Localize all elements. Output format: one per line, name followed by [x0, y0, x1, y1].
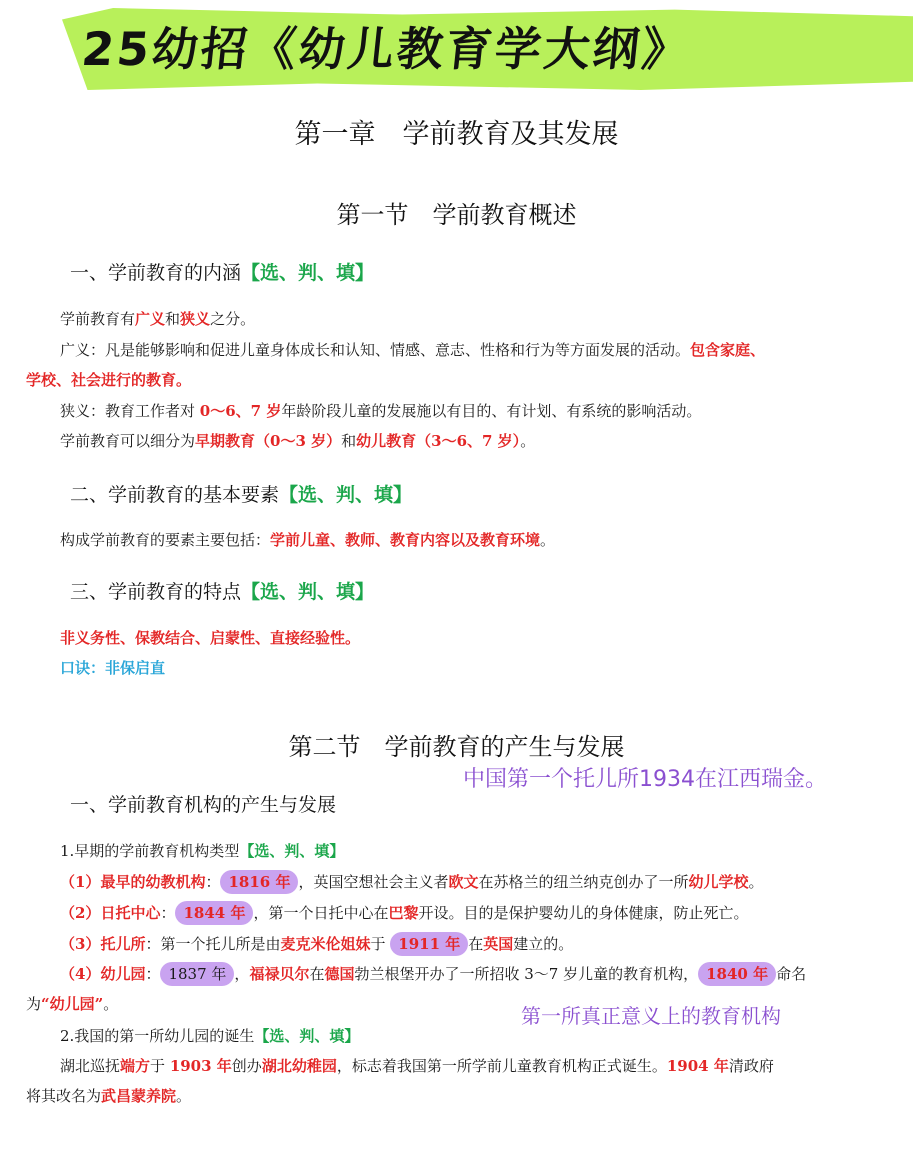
key-term: 0～6、7 岁 [199, 402, 282, 420]
section1-title: 第一节 学前教育概述 [336, 201, 577, 229]
text: ：第一个托儿所是由 [145, 935, 281, 953]
text: 建立的。 [513, 935, 574, 953]
key-term: 幼儿学校 [688, 873, 749, 891]
text: （1） [60, 873, 101, 891]
heading-institutions: 一、学前教育机构的产生与发展 [70, 794, 337, 816]
text: 于 [150, 1057, 170, 1075]
highlighted-year: 1911 年 [390, 932, 468, 956]
text: 在苏格兰的纽兰纳克创办了一所 [478, 873, 689, 891]
key-term: 巴黎 [388, 904, 419, 922]
text: 在 [468, 935, 484, 953]
text: 在 [309, 965, 325, 983]
handwritten-note-nursery: 中国第一个托儿所1934在江西瑞金。 [463, 767, 827, 792]
text: 命名 [776, 965, 807, 983]
text: 2.我国的第一所幼儿园的诞生 [60, 1027, 255, 1045]
heading-elements [70, 480, 412, 507]
key-term: 德国 [324, 965, 355, 983]
text: 1.早期的学前教育机构类型 [60, 842, 240, 860]
heading-tag: 【选、判、填】 [241, 262, 375, 284]
key-term: 欧文 [448, 873, 479, 891]
text: 狭义：教育工作者对 [60, 402, 200, 420]
text: 将其改名为 [26, 1087, 102, 1105]
highlighted-year: 1816 年 [220, 870, 298, 894]
text: 学前教育可以细分为 [60, 432, 196, 450]
paragraph-elements [60, 529, 555, 551]
text: 。 [520, 432, 536, 450]
text: 开设。目的是保护婴幼儿的身体健康，防止死亡。 [418, 904, 749, 922]
paragraph-broad-definition-cont [26, 369, 191, 391]
text: ，第一个日托中心在 [253, 904, 389, 922]
key-term: 福禄贝尔 [249, 965, 310, 983]
paragraph-hubei-kindergarten-cont [26, 1085, 191, 1107]
text: 构成学前教育的要素主要包括： [60, 531, 271, 549]
text: 和 [165, 310, 181, 328]
text: 之分。 [210, 310, 256, 328]
text: 年龄阶段儿童的发展施以有目的、有计划、有系统的影响活动。 [281, 402, 702, 420]
key-term: 1903 年 [169, 1057, 232, 1075]
text: 。 [103, 995, 119, 1013]
highlighted-year: 1837 年 [160, 962, 234, 986]
item-kindergarten [60, 963, 806, 985]
key-term: 日托中心 [100, 904, 161, 922]
mnemonic: 口诀：非保启直 [60, 659, 166, 677]
banner-title: 25幼招《幼儿教育学大纲》 [79, 22, 694, 76]
key-term: 麦克米伦姐妹 [280, 935, 371, 953]
paragraph-features: 非义务性、保教结合、启蒙性、直接经验性。 [60, 629, 361, 647]
text: （3） [60, 935, 101, 953]
heading-features [70, 577, 374, 604]
paragraph-broad-narrow [60, 308, 255, 330]
text: ，标志着我国第一所学前儿童教育机构正式诞生。 [336, 1057, 667, 1075]
key-term: 狭义 [180, 310, 211, 328]
text: （2） [60, 904, 101, 922]
key-term: 托儿所 [100, 935, 146, 953]
text: 和 [341, 432, 357, 450]
heading-tag: 【选、判、填】 [239, 842, 345, 860]
section2-title: 第二节 学前教育的产生与发展 [288, 733, 625, 761]
heading-tag: 【选、判、填】 [241, 581, 375, 603]
key-term: 英国 [483, 935, 514, 953]
text: ，英国空想社会主义者 [298, 873, 449, 891]
key-term: 广义 [135, 310, 166, 328]
key-term: 湖北幼稚园 [261, 1057, 337, 1075]
handwritten-note-first-institution: 第一所真正意义上的教育机构 [521, 1004, 781, 1028]
key-term: 武昌蒙养院 [101, 1087, 177, 1105]
text: 学前教育有 [60, 310, 136, 328]
key-term: 1904 年 [666, 1057, 729, 1075]
text: ： [160, 904, 176, 922]
key-term: 幼儿园 [100, 965, 146, 983]
text: ， [234, 965, 250, 983]
heading-tag: 【选、判、填】 [279, 484, 413, 506]
highlighted-year: 1840 年 [698, 962, 776, 986]
subheading-first-kindergarten [60, 1025, 359, 1046]
text: ： [205, 873, 221, 891]
text: 。 [540, 531, 556, 549]
key-term: 最早的幼教机构 [100, 873, 206, 891]
chapter-title: 第一章 学前教育及其发展 [294, 119, 619, 150]
paragraph-narrow-definition [60, 400, 701, 422]
heading-text: 一、学前教育的内涵 [70, 262, 242, 284]
key-term: 幼儿教育（3～6、7 岁） [356, 432, 521, 450]
key-term: 端方 [120, 1057, 151, 1075]
key-term: 早期教育（0～3 岁） [195, 432, 342, 450]
text: 勃兰根堡开办了一所招收 3～7 岁儿童的教育机构， [354, 965, 699, 983]
text: 。 [748, 873, 764, 891]
text: 广义：凡是能够影响和促进儿童身体成长和认知、情感、意志、性格和行为等方面发展的活动。 [60, 341, 691, 359]
key-term: “幼儿园” [41, 995, 104, 1013]
text: 为 [26, 995, 42, 1013]
highlighted-year: 1844 年 [175, 901, 253, 925]
text: 清政府 [728, 1057, 774, 1075]
item-daycare-center [60, 902, 749, 924]
text: 创办 [231, 1057, 262, 1075]
key-term: 学校、社会进行的教育。 [26, 371, 192, 389]
heading-connotation [70, 258, 374, 285]
paragraph-subdivision [60, 430, 535, 452]
paragraph-hubei-kindergarten [60, 1055, 774, 1077]
item-nursery [60, 933, 573, 955]
item-kindergarten-cont [26, 993, 118, 1015]
key-term: 包含家庭、 [690, 341, 766, 359]
key-term: 学前儿童、教师、教育内容以及教育环境 [270, 531, 541, 549]
text: ： [145, 965, 161, 983]
text: 湖北巡抚 [60, 1057, 121, 1075]
paragraph-broad-definition [60, 339, 765, 361]
item-earliest-institution [60, 871, 764, 893]
heading-text: 三、学前教育的特点 [70, 581, 242, 603]
heading-tag: 【选、判、填】 [254, 1027, 360, 1045]
text: 于 [370, 935, 391, 953]
heading-text: 二、学前教育的基本要素 [70, 484, 280, 506]
text: （4） [60, 965, 101, 983]
subheading-early-types [60, 840, 344, 861]
text: 。 [176, 1087, 192, 1105]
